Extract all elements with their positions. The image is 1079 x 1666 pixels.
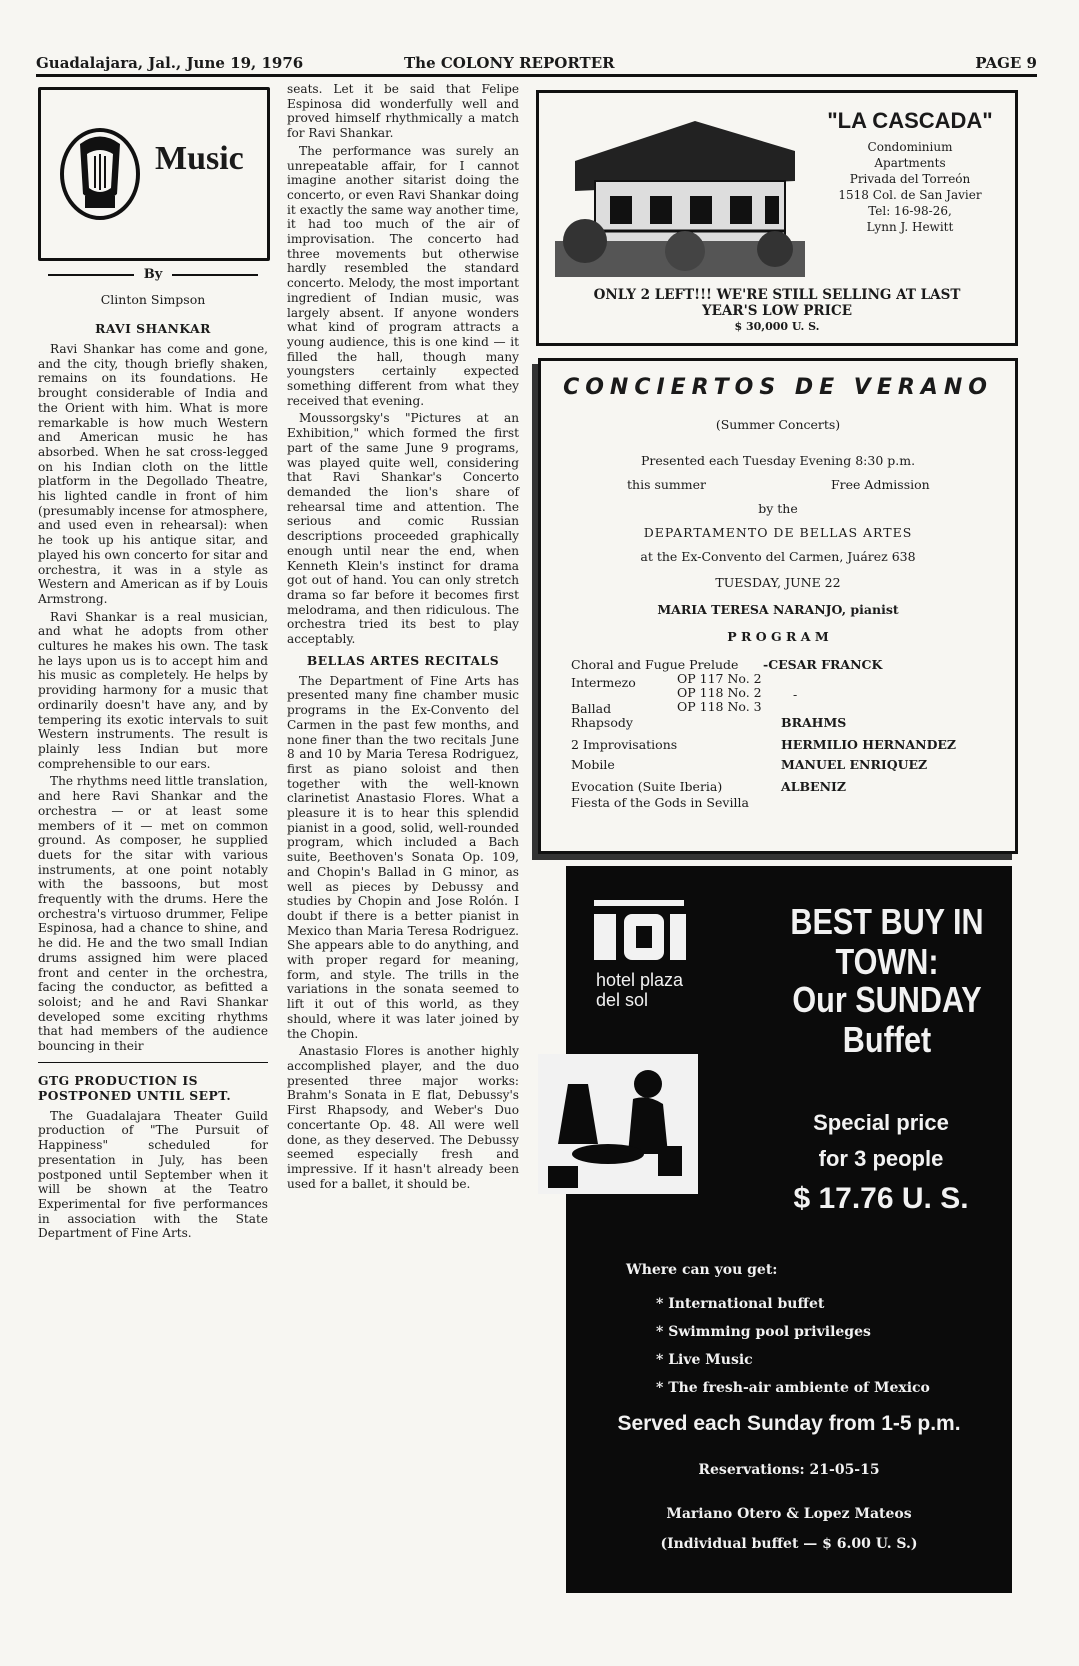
- paragraph: Ravi Shankar has come and gone, and the city, though briefly shaken, remains on its foundations. He brought considerable of India and the Orient with him. What is more remarkable is how much Western and American music he has absorbed. When he sat cross-legged on his Indian cloth on the little platform in the Degollado Theatre, his lighted candle in front of him (presumably incense for atmosphere, and used even in rehearsal): when he took up his antique sitar, and played his own concerto for sitar and orchestra, it was in a style as Western and American as if by Louis Armstrong.: [38, 342, 268, 606]
- paragraph: Moussorgsky's "Pictures at an Exhibition," which formed the first part of the same June 9 programs, was played quite well, considering that Ravi Shankar's Concerto demanded the lion's share of rehearsal time and attention. The serious and comic Russian descriptions proceeded graphically enough until near the end, when Kenneth Klein's instinct for drama got out of hand. You can only stretch drama so far before it becomes first melodrama, and then ridiculous. The orchestra tried its best to play acceptably.: [287, 411, 519, 647]
- buffet-price: $ 17.76 U. S.: [793, 1182, 969, 1215]
- article-headline: RAVI SHANKAR: [95, 321, 211, 336]
- list-item: * Swimming pool privileges: [656, 1318, 930, 1346]
- column-title: Music: [155, 140, 244, 177]
- newspaper-name: The COLONY REPORTER: [404, 54, 615, 72]
- paragraph: The performance was surely an unrepeatable affair, for I cannot imagine another sitarist doing the concerto, or even Ravi Shankar doing it exactly the same way another time, it had too much of the air of improvisation. The concerto had three movements but otherwise hardly resembled the standard concerto. Melody, the most important ingredient of Indian music, was largely absent. If anyone wonders what kind of program attracts a young audience, this is one kind — it filled the hall, though many youngsters certainly expected something different from what they received that evening.: [287, 143, 519, 408]
- paragraph: Ravi Shankar is a real musician, and what he adopts from other cultures he makes his own. The task he lays upon us is to accept him and his music as completely. He helps by providing harmony for a music that ordinarily doesn't have any, and by tempering its exotic intervals to suit Western instruments. The result is plainly less Indian but more comprehensible to our ears.: [38, 609, 268, 771]
- header-rule: [36, 74, 1037, 77]
- paragraph: Anastasio Flores is another highly accomplished player, and the duo presented three major works: Brahm's Sonata in E flat, Debussy's First Rhapsody, and Weber's Duo concertante Op. 48. All were well done, as they deserved. The Debussy seemed especially fresh and impressive. If it hasn't already been used for a ballet, it should be.: [287, 1044, 519, 1191]
- reservations: Reservations: 21-05-15: [698, 1462, 880, 1478]
- paragraph: seats. Let it be said that Felipe Espinosa did wonderfully well and proved himself rhythmically a match for Ravi Shankar.: [287, 82, 519, 141]
- buffet-headline: Our SUNDAY Buffet: [792, 979, 982, 1060]
- apartment-building-illustration: [555, 101, 805, 277]
- cascada-name: "LA CASCADA": [827, 108, 993, 133]
- hotel-plaza-del-sol-ad: hotel plaza del sol BEST BUY IN TOWN: Our SUNDAY Buffet Special price for 3 people $ 17.76 U. S. Where can you get: * International buffet * Swimming pool privileges * Live Music * The fresh-air ambiente of Mexico Served each Sunday from 1-5 p.m. Reservations: 21-05-15 Mariano Otero & Lopez Mateos (Individual buffet — $ 6.00 U. S.): [566, 866, 1012, 1593]
- byline: By: [38, 267, 268, 282]
- lyre-icon: [55, 124, 145, 224]
- list-item: * The fresh-air ambiente of Mexico: [656, 1374, 930, 1402]
- hotel-logo-text: hotel plaza del sol: [596, 970, 684, 1010]
- conciertos-ad: CONCIERTOS DE VERANO (Summer Concerts) Presented each Tuesday Evening 8:30 p.m. this summer Free Admission by the DEPARTAMENTO DE BELLAS ARTES at the Ex-Convento del Carmen, Juárez 638 TUESDAY, JUNE 22 MARIA TERESA NARANJO, pianist P R O G R A M Choral and Fugue Prelude -CESAR FRANCK Intermezo OP 117 No. 2 OP 118 No. 2 - Ballad OP 118 No. 3 Rhapsody BRAHMS 2 Improvisations HERMILIO HERNANDEZ Mobile MANUEL ENRIQUEZ Evocation (Suite Iberia) ALBENIZ Fiesta of the Gods in Sevilla: [538, 358, 1018, 854]
- potter-illustration: [538, 1054, 698, 1194]
- individual-buffet: (Individual buffet — $ 6.00 U. S.): [660, 1536, 918, 1552]
- served-hours: Served each Sunday from 1-5 p.m.: [617, 1412, 961, 1435]
- conciertos-title: CONCIERTOS DE VERANO: [563, 375, 993, 400]
- page-header: [36, 54, 1037, 76]
- author: Clinton Simpson: [100, 292, 206, 307]
- list-item: * Live Music: [656, 1346, 930, 1374]
- gtg-headline: GTG PRODUCTION IS POSTPONED UNTIL SEPT.: [38, 1072, 232, 1103]
- best-buy-headline: BEST BUY IN TOWN:: [790, 901, 984, 982]
- recitals-headline: BELLAS ARTES RECITALS: [306, 652, 500, 668]
- list-item: * International buffet: [656, 1290, 930, 1318]
- music-column: [38, 87, 268, 1244]
- la-cascada-ad: [536, 90, 1018, 346]
- paragraph: The Department of Fine Arts has presented many fine chamber music programs in the Ex-Convento del Carmen in the past few months, and none finer than the two recitals June 8 and 10 by Maria Teresa Rodriguez, first as piano soloist and then together with the well-known clarinetist Anastasio Flores. What a pleasure it is to hear this splendid pianist in a good, solid, well-rounded program, which included a Bach suite, Beethoven's Sonata Op. 109, and Chopin's Ballad in G minor, as well as pieces by Debussy and studies by Chopin and Jose Rolón. I doubt if there is a better pianist in Mexico than Maria Teresa Rodriguez. She appears able to do anything, and with proper regard for meaning, form, and style. The trills in the variations in the sonata seemed to lift it out of this world, as they should, where it was later joined by the Chopin.: [287, 673, 519, 1041]
- page-number: PAGE 9: [975, 54, 1037, 72]
- article-continuation: [287, 82, 519, 1194]
- cascada-info: "LA CASCADA" Condominium Apartments Privada del Torreón 1518 Col. de San Javier Tel: 16-98-26, Lynn J. Hewitt: [815, 107, 1005, 235]
- paragraph: The Guadalajara Theater Guild production of "The Pursuit of Happiness" scheduled for presentation in July, has been postponed until September when it will be shown at the Teatro Experimental for five performances in association with the State Department of Fine Arts.: [38, 1108, 268, 1241]
- paragraph: The rhythms need little translation, and here Ravi Shankar and the orchestra — or at least some members of it — met on common ground. As composer, he supplied duets for the sitar with various instruments, at one point notably with the bassoons, but most frequently with the drums. Here the orchestra's virtuoso drummer, Felipe Espinosa, had a chance to shine, and he did. He and the two small Indian drums assigned him were placed front and center in the orchestra, facing the conductor, as befitted a soloist; and he and Ravi Shankar developed some exciting rhythms that had members of the audience bouncing in their: [38, 774, 269, 1054]
- music-header-box: [38, 87, 270, 261]
- amenities-list: [656, 1290, 930, 1402]
- dateline: Guadalajara, Jal., June 19, 1976: [36, 54, 304, 72]
- cascada-promo: ONLY 2 LEFT!!! WE'RE STILL SELLING AT LAST YEAR'S LOW PRICE $ 30,000 U. S.: [593, 287, 961, 333]
- address: Mariano Otero & Lopez Mateos: [666, 1506, 912, 1522]
